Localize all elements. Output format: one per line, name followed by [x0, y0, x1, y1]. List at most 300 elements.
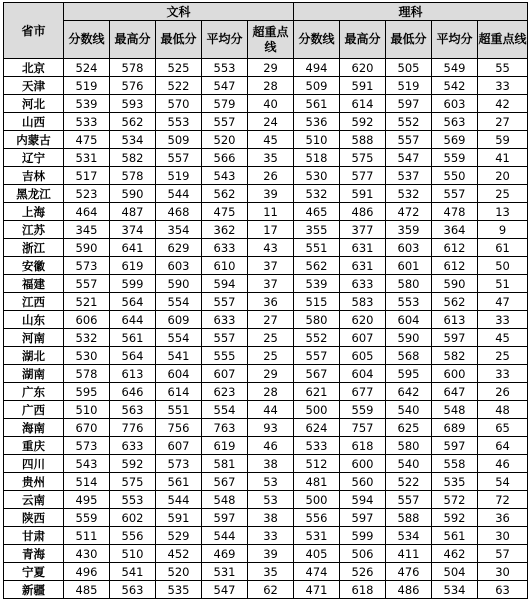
score-cell: 45: [248, 131, 294, 149]
score-cell: 641: [110, 239, 156, 257]
table-row: [4, 275, 528, 293]
province-name: 海南: [4, 419, 64, 437]
score-cell: 590: [156, 275, 202, 293]
score-cell: 35: [248, 563, 294, 581]
score-cell: 561: [110, 329, 156, 347]
score-cell: 65: [478, 419, 528, 437]
score-cell: 557: [432, 185, 478, 203]
score-cell: 600: [432, 365, 478, 383]
score-cell: 63: [478, 581, 528, 599]
table-row: [4, 239, 528, 257]
score-cell: 588: [340, 131, 386, 149]
score-cell: 564: [110, 293, 156, 311]
table-row: [4, 491, 528, 509]
score-cell: 603: [386, 239, 432, 257]
table-row: [4, 437, 528, 455]
score-cell: 547: [386, 149, 432, 167]
score-cell: 543: [202, 167, 248, 185]
score-cell: 549: [432, 59, 478, 77]
score-cell: 604: [340, 365, 386, 383]
score-cell: 25: [248, 329, 294, 347]
table-row: [4, 419, 528, 437]
score-cell: 29: [248, 365, 294, 383]
score-cell: 42: [478, 95, 528, 113]
score-cell: 33: [478, 311, 528, 329]
score-cell: 13: [478, 203, 528, 221]
score-cell: 54: [478, 473, 528, 491]
province-name: 山西: [4, 113, 64, 131]
score-cell: 24: [248, 113, 294, 131]
province-name: 上海: [4, 203, 64, 221]
score-cell: 604: [386, 311, 432, 329]
score-cell: 614: [340, 95, 386, 113]
score-cell: 411: [386, 545, 432, 563]
score-cell: 475: [64, 131, 110, 149]
table-row: [4, 509, 528, 527]
score-cell: 520: [202, 131, 248, 149]
score-cell: 594: [340, 491, 386, 509]
score-cell: 619: [202, 437, 248, 455]
province-name: 陕西: [4, 509, 64, 527]
score-cell: 578: [110, 167, 156, 185]
score-cell: 47: [478, 293, 528, 311]
table-row: [4, 383, 528, 401]
score-cell: 567: [202, 473, 248, 491]
province-name: 黑龙江: [4, 185, 64, 203]
score-cell: 33: [478, 77, 528, 95]
score-cell: 509: [294, 77, 340, 95]
score-cell: 532: [294, 185, 340, 203]
score-cell: 570: [156, 95, 202, 113]
province-header: 省市: [4, 3, 64, 59]
score-cell: 544: [156, 491, 202, 509]
score-cell: 543: [64, 455, 110, 473]
score-cell: 557: [386, 491, 432, 509]
group-header-wenke: 文科: [64, 3, 294, 21]
score-cell: 600: [340, 455, 386, 473]
score-cell: 478: [432, 203, 478, 221]
province-name: 四川: [4, 455, 64, 473]
score-cell: 486: [386, 581, 432, 599]
table-row: [4, 131, 528, 149]
column-header: 最低分: [156, 21, 202, 59]
score-cell: 533: [294, 437, 340, 455]
score-cell: 531: [202, 563, 248, 581]
table-row: [4, 113, 528, 131]
score-cell: 506: [340, 545, 386, 563]
score-cell: 475: [202, 203, 248, 221]
column-header: 分数线: [294, 21, 340, 59]
score-cell: 551: [156, 401, 202, 419]
score-cell: 510: [64, 401, 110, 419]
table-row: [4, 545, 528, 563]
score-cell: 530: [294, 167, 340, 185]
table-row: [4, 77, 528, 95]
score-cell: 594: [202, 275, 248, 293]
score-cell: 607: [340, 329, 386, 347]
table-row: [4, 347, 528, 365]
score-cell: 619: [110, 257, 156, 275]
score-cell: 17: [248, 221, 294, 239]
score-cell: 481: [294, 473, 340, 491]
column-header: 平均分: [202, 21, 248, 59]
province-name: 湖南: [4, 365, 64, 383]
score-cell: 631: [340, 257, 386, 275]
score-table-body: [4, 59, 528, 599]
score-cell: 509: [156, 131, 202, 149]
score-cell: 57: [478, 545, 528, 563]
score-cell: 646: [110, 383, 156, 401]
table-row: [4, 455, 528, 473]
score-cell: 559: [432, 149, 478, 167]
score-cell: 33: [478, 365, 528, 383]
score-cell: 553: [386, 293, 432, 311]
score-cell: 629: [156, 239, 202, 257]
score-cell: 551: [294, 239, 340, 257]
score-cell: 548: [202, 491, 248, 509]
score-cell: 30: [478, 563, 528, 581]
score-cell: 27: [248, 311, 294, 329]
score-cell: 495: [64, 491, 110, 509]
score-cell: 590: [432, 275, 478, 293]
score-cell: 623: [202, 383, 248, 401]
score-cell: 563: [432, 113, 478, 131]
score-cell: 633: [202, 311, 248, 329]
score-cell: 472: [386, 203, 432, 221]
score-cell: 572: [432, 491, 478, 509]
score-cell: 544: [202, 527, 248, 545]
column-header: 最低分: [386, 21, 432, 59]
score-cell: 38: [248, 455, 294, 473]
score-cell: 590: [386, 329, 432, 347]
score-cell: 618: [340, 437, 386, 455]
province-name: 湖北: [4, 347, 64, 365]
table-row: [4, 563, 528, 581]
score-cell: 776: [110, 419, 156, 437]
score-cell: 30: [478, 527, 528, 545]
score-cell: 541: [156, 347, 202, 365]
score-cell: 525: [156, 59, 202, 77]
score-cell: 529: [156, 527, 202, 545]
column-header: 最高分: [110, 21, 156, 59]
province-name: 安徽: [4, 257, 64, 275]
score-cell: 524: [64, 59, 110, 77]
score-cell: 578: [64, 365, 110, 383]
score-cell: 552: [294, 329, 340, 347]
score-cell: 591: [340, 185, 386, 203]
score-cell: 606: [64, 311, 110, 329]
score-cell: 504: [432, 563, 478, 581]
score-cell: 35: [248, 149, 294, 167]
score-cell: 476: [386, 563, 432, 581]
score-cell: 531: [64, 149, 110, 167]
province-name: 河南: [4, 329, 64, 347]
score-cell: 580: [294, 311, 340, 329]
score-cell: 613: [432, 311, 478, 329]
group-header-like: 理科: [294, 3, 528, 21]
score-cell: 562: [110, 113, 156, 131]
column-header: 最高分: [340, 21, 386, 59]
table-row: [4, 185, 528, 203]
table-row: [4, 401, 528, 419]
score-cell: 612: [432, 239, 478, 257]
score-cell: 550: [432, 167, 478, 185]
score-cell: 613: [110, 365, 156, 383]
province-name: 青海: [4, 545, 64, 563]
score-cell: 534: [432, 581, 478, 599]
score-cell: 93: [248, 419, 294, 437]
score-cell: 582: [110, 149, 156, 167]
score-cell: 557: [386, 131, 432, 149]
score-cell: 46: [248, 437, 294, 455]
score-cell: 505: [386, 59, 432, 77]
score-cell: 553: [156, 113, 202, 131]
score-cell: 559: [64, 509, 110, 527]
score-cell: 553: [110, 491, 156, 509]
score-cell: 25: [248, 347, 294, 365]
table-row: [4, 149, 528, 167]
score-cell: 39: [248, 545, 294, 563]
score-cell: 535: [156, 581, 202, 599]
score-cell: 602: [110, 509, 156, 527]
table-row: [4, 293, 528, 311]
score-cell: 28: [248, 77, 294, 95]
score-cell: 593: [110, 95, 156, 113]
score-cell: 562: [432, 293, 478, 311]
score-cell: 561: [294, 95, 340, 113]
score-cell: 763: [202, 419, 248, 437]
score-cell: 500: [294, 401, 340, 419]
score-cell: 554: [156, 293, 202, 311]
score-cell: 471: [294, 581, 340, 599]
score-cell: 548: [432, 401, 478, 419]
score-cell: 642: [386, 383, 432, 401]
score-cell: 554: [202, 401, 248, 419]
score-cell: 36: [478, 509, 528, 527]
table-row: [4, 167, 528, 185]
score-table: [3, 2, 528, 599]
score-cell: 631: [340, 239, 386, 257]
score-cell: 468: [156, 203, 202, 221]
score-cell: 40: [248, 95, 294, 113]
score-cell: 756: [156, 419, 202, 437]
province-name: 河北: [4, 95, 64, 113]
score-cell: 544: [156, 185, 202, 203]
table-row: [4, 473, 528, 491]
column-header: 超重点线: [248, 21, 294, 59]
province-name: 新疆: [4, 581, 64, 599]
score-cell: 597: [202, 509, 248, 527]
score-cell: 590: [64, 239, 110, 257]
score-cell: 562: [294, 257, 340, 275]
score-cell: 618: [340, 581, 386, 599]
score-cell: 522: [156, 77, 202, 95]
score-cell: 55: [478, 59, 528, 77]
score-cell: 51: [478, 275, 528, 293]
score-cell: 522: [386, 473, 432, 491]
province-name: 云南: [4, 491, 64, 509]
score-cell: 580: [386, 275, 432, 293]
score-cell: 48: [478, 401, 528, 419]
province-name: 江西: [4, 293, 64, 311]
score-cell: 510: [294, 131, 340, 149]
score-cell: 452: [156, 545, 202, 563]
table-row: [4, 203, 528, 221]
score-cell: 564: [110, 347, 156, 365]
province-name: 江苏: [4, 221, 64, 239]
score-cell: 511: [64, 527, 110, 545]
province-name: 浙江: [4, 239, 64, 257]
table-row: [4, 59, 528, 77]
score-cell: 557: [202, 113, 248, 131]
score-cell: 597: [432, 329, 478, 347]
score-cell: 578: [110, 59, 156, 77]
score-cell: 359: [386, 221, 432, 239]
score-cell: 374: [110, 221, 156, 239]
score-cell: 50: [478, 257, 528, 275]
score-cell: 633: [202, 239, 248, 257]
table-row: [4, 329, 528, 347]
score-cell: 563: [110, 401, 156, 419]
table-row: [4, 365, 528, 383]
score-cell: 531: [294, 527, 340, 545]
score-cell: 520: [156, 563, 202, 581]
score-cell: 28: [248, 383, 294, 401]
table-row: [4, 257, 528, 275]
score-cell: 61: [478, 239, 528, 257]
score-cell: 577: [340, 167, 386, 185]
score-cell: 465: [294, 203, 340, 221]
group-header-row: [4, 3, 528, 21]
score-cell: 20: [478, 167, 528, 185]
score-cell: 552: [386, 113, 432, 131]
score-cell: 510: [110, 545, 156, 563]
score-cell: 486: [340, 203, 386, 221]
province-name: 广西: [4, 401, 64, 419]
score-cell: 575: [110, 473, 156, 491]
score-cell: 579: [202, 95, 248, 113]
score-cell: 757: [340, 419, 386, 437]
table-row: [4, 221, 528, 239]
score-cell: 583: [340, 293, 386, 311]
score-cell: 592: [432, 509, 478, 527]
score-cell: 595: [386, 365, 432, 383]
score-cell: 539: [64, 95, 110, 113]
score-cell: 559: [340, 401, 386, 419]
score-cell: 41: [478, 149, 528, 167]
score-cell: 597: [432, 437, 478, 455]
province-name: 福建: [4, 275, 64, 293]
score-cell: 540: [386, 455, 432, 473]
score-cell: 521: [64, 293, 110, 311]
score-cell: 644: [110, 311, 156, 329]
score-cell: 45: [478, 329, 528, 347]
score-cell: 580: [386, 437, 432, 455]
score-cell: 603: [156, 257, 202, 275]
table-row: [4, 527, 528, 545]
score-cell: 39: [248, 185, 294, 203]
province-name: 天津: [4, 77, 64, 95]
score-cell: 519: [64, 77, 110, 95]
score-cell: 557: [156, 149, 202, 167]
score-cell: 43: [248, 239, 294, 257]
score-cell: 469: [202, 545, 248, 563]
score-cell: 517: [64, 167, 110, 185]
score-cell: 557: [202, 293, 248, 311]
score-cell: 62: [248, 581, 294, 599]
score-cell: 562: [202, 185, 248, 203]
score-cell: 599: [110, 275, 156, 293]
score-cell: 607: [202, 365, 248, 383]
score-cell: 9: [478, 221, 528, 239]
score-cell: 599: [340, 527, 386, 545]
score-cell: 573: [64, 437, 110, 455]
score-cell: 25: [478, 347, 528, 365]
table-row: [4, 581, 528, 599]
score-cell: 535: [432, 473, 478, 491]
province-name: 北京: [4, 59, 64, 77]
province-name: 山东: [4, 311, 64, 329]
score-cell: 530: [64, 347, 110, 365]
score-cell: 519: [156, 167, 202, 185]
score-cell: 553: [202, 59, 248, 77]
score-cell: 575: [340, 149, 386, 167]
score-cell: 605: [340, 347, 386, 365]
score-cell: 405: [294, 545, 340, 563]
score-cell: 670: [64, 419, 110, 437]
score-cell: 11: [248, 203, 294, 221]
score-cell: 588: [386, 509, 432, 527]
province-name: 甘肃: [4, 527, 64, 545]
column-header: 分数线: [64, 21, 110, 59]
score-cell: 612: [432, 257, 478, 275]
score-cell: 568: [386, 347, 432, 365]
score-cell: 537: [386, 167, 432, 185]
score-cell: 541: [110, 563, 156, 581]
score-cell: 556: [110, 527, 156, 545]
score-cell: 560: [340, 473, 386, 491]
score-cell: 474: [294, 563, 340, 581]
score-cell: 500: [294, 491, 340, 509]
province-name: 广东: [4, 383, 64, 401]
score-cell: 362: [202, 221, 248, 239]
score-cell: 37: [248, 257, 294, 275]
score-cell: 554: [156, 329, 202, 347]
score-cell: 430: [64, 545, 110, 563]
score-cell: 604: [156, 365, 202, 383]
score-cell: 354: [156, 221, 202, 239]
score-cell: 607: [156, 437, 202, 455]
score-cell: 539: [294, 275, 340, 293]
score-cell: 573: [64, 257, 110, 275]
score-cell: 518: [294, 149, 340, 167]
province-name: 贵州: [4, 473, 64, 491]
score-cell: 603: [432, 95, 478, 113]
score-cell: 610: [202, 257, 248, 275]
score-cell: 536: [294, 113, 340, 131]
score-cell: 462: [432, 545, 478, 563]
province-name: 宁夏: [4, 563, 64, 581]
score-cell: 494: [294, 59, 340, 77]
score-cell: 592: [340, 113, 386, 131]
score-cell: 514: [64, 473, 110, 491]
score-cell: 515: [294, 293, 340, 311]
score-cell: 496: [64, 563, 110, 581]
score-cell: 534: [386, 527, 432, 545]
score-cell: 519: [386, 77, 432, 95]
score-cell: 523: [64, 185, 110, 203]
score-cell: 53: [248, 473, 294, 491]
